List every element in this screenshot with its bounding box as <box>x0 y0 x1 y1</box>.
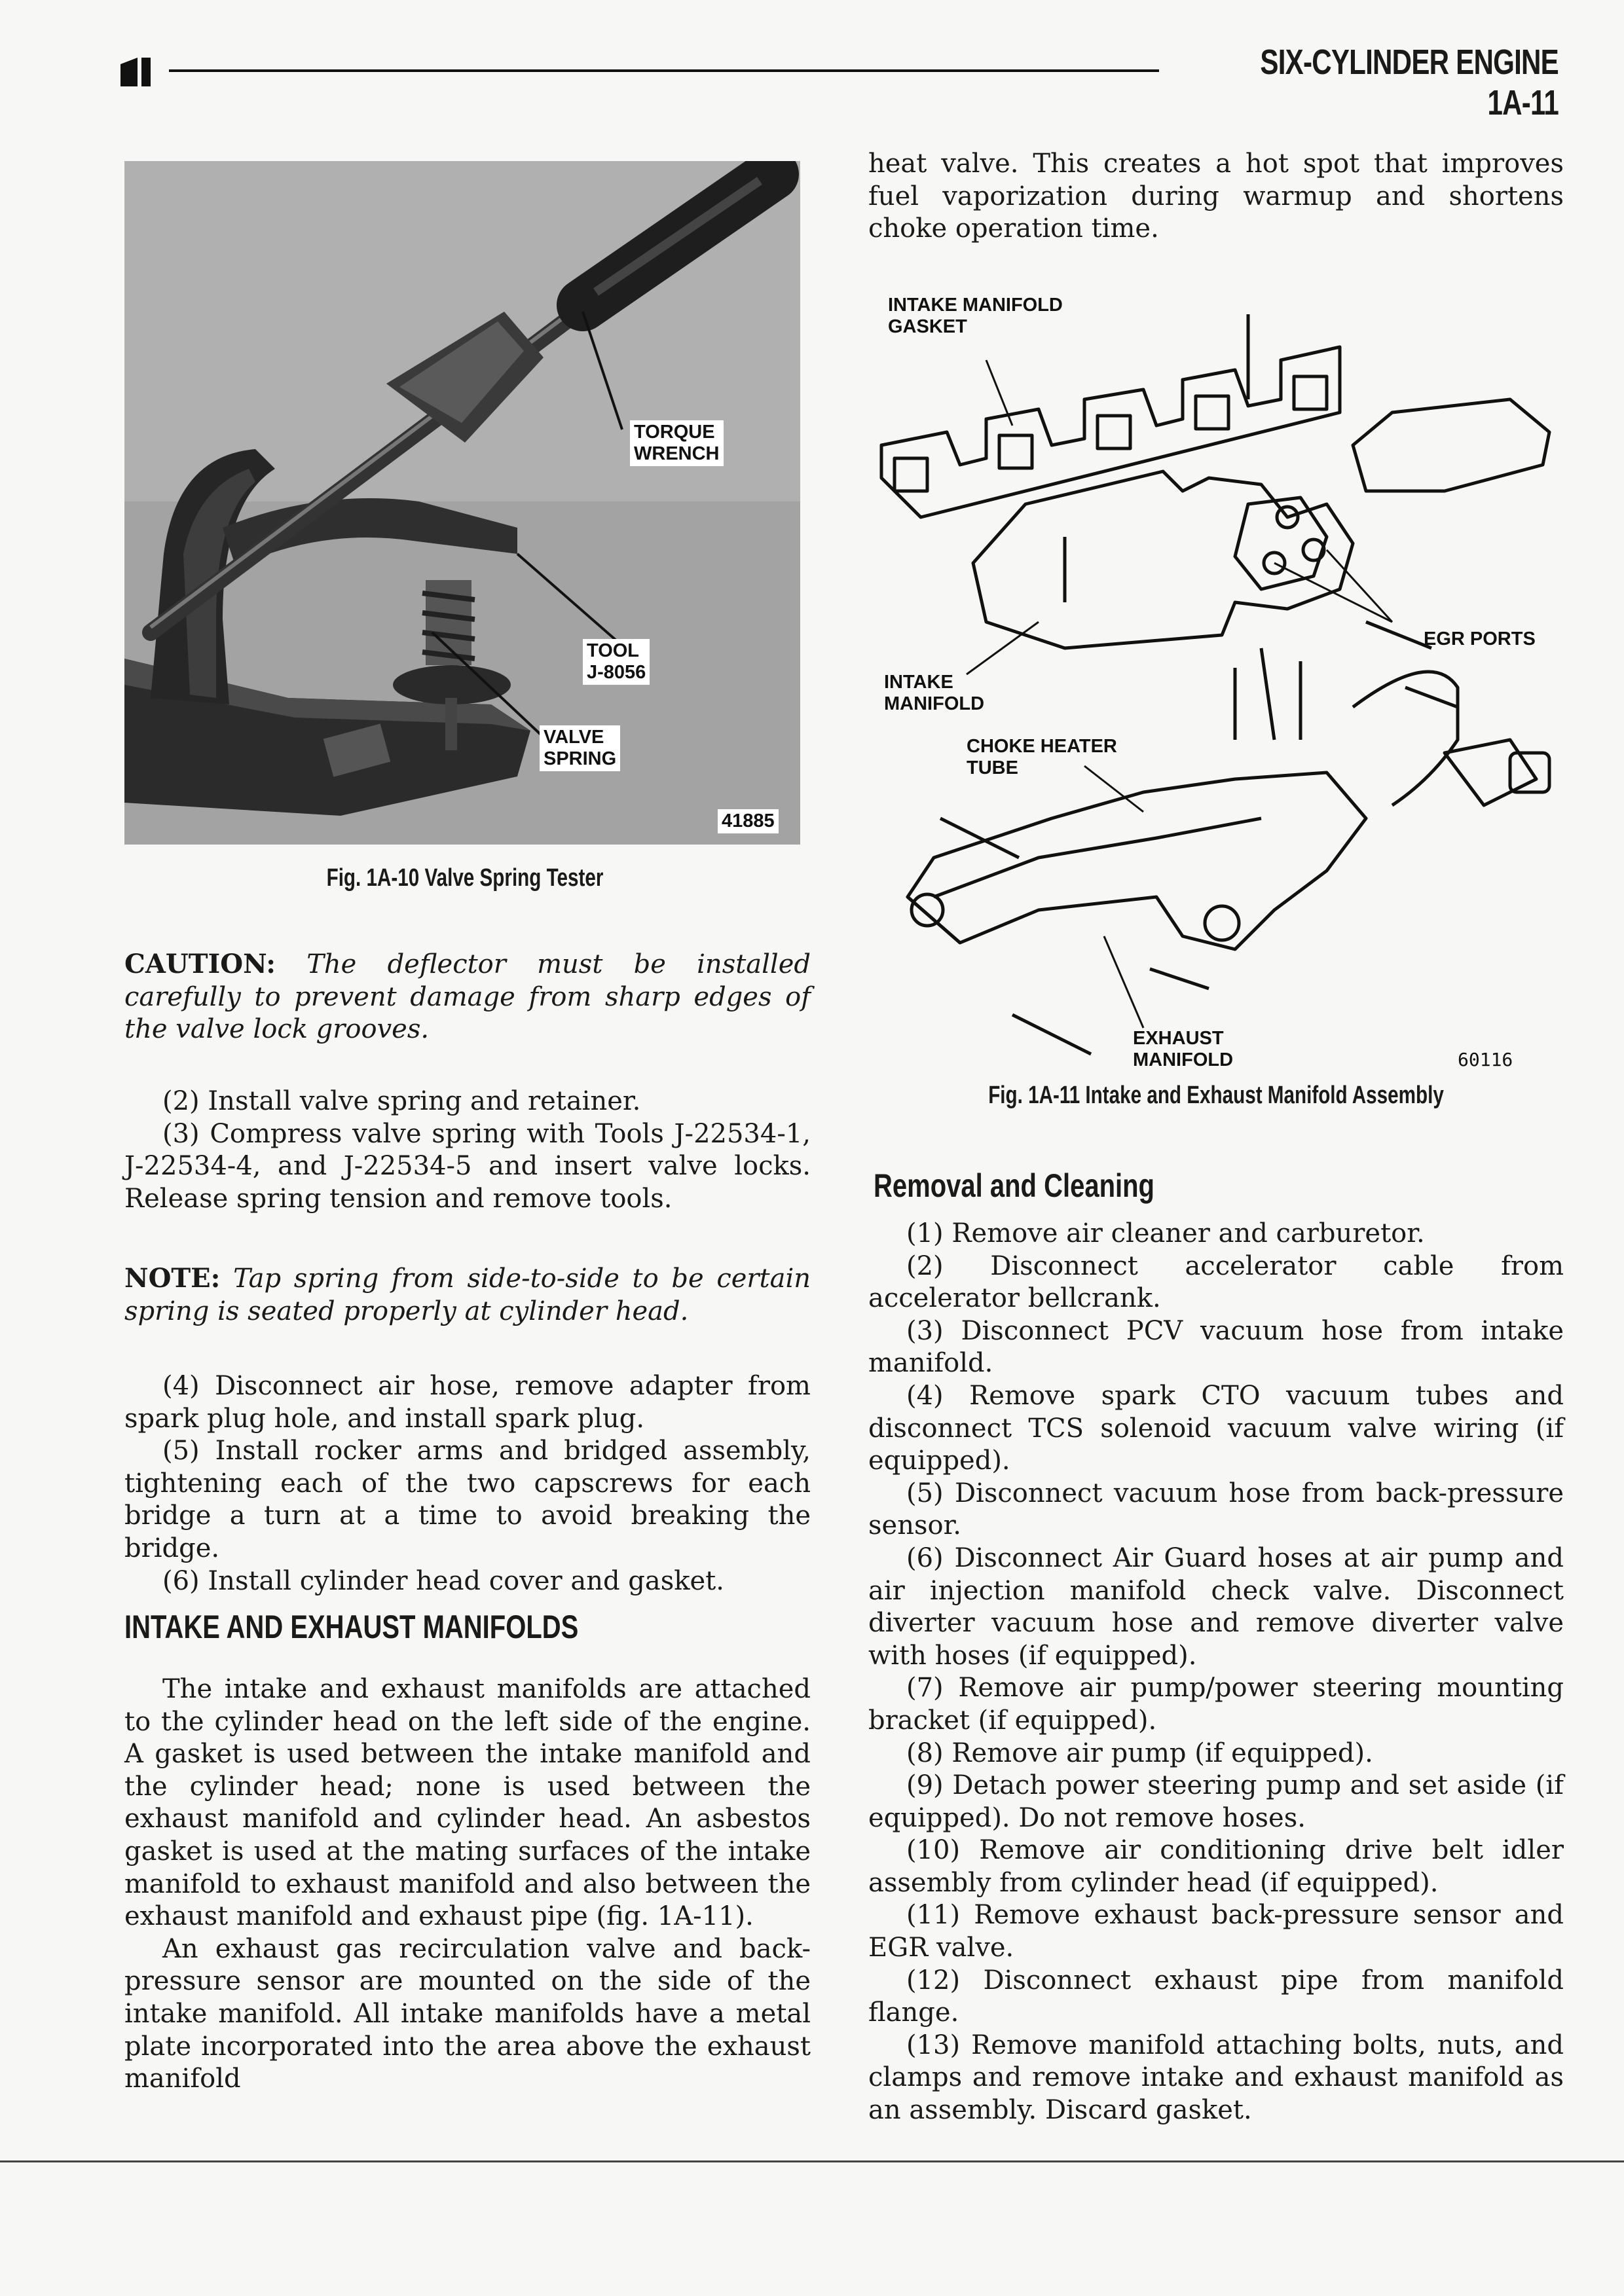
caution-text: The deflector must be installed carefully to prevent damage from sharp edges of the valve lock grooves. <box>124 949 811 1045</box>
label-line: TUBE <box>967 757 1018 778</box>
valve-spring-tester-illustration <box>124 161 800 845</box>
removal-step: (4) Remove spark CTO vacuum tubes and disconnect TCS solenoid vacuum valve wiring (if equipped). <box>868 1380 1564 1476</box>
section-body <box>124 1673 811 2096</box>
section-heading: INTAKE AND EXHAUST MANIFOLDS <box>124 1609 579 1645</box>
note-paragraph <box>124 1262 811 1328</box>
torque-wrench-label <box>630 420 724 466</box>
removal-step: (3) Disconnect PCV vacuum hose from intake manifold. <box>868 1315 1564 1379</box>
intro-paragraph: heat valve. This creates a hot spot that improves fuel vaporization during warmup and shortens choke operation time. <box>868 149 1564 244</box>
removal-step: (7) Remove air pump/power steering mounting bracket (if equipped). <box>868 1673 1564 1736</box>
section-paragraph: An exhaust gas recirculation valve and back-pressure sensor are mounted on the side of the intake manifold. All intake manifolds have a metal plate incorporated into the area above the exhaust manifold <box>124 1933 811 2094</box>
caution-paragraph <box>124 948 811 1046</box>
note-text: Tap spring from side-to-side to be certain spring is seated properly at cylinder head. <box>124 1264 811 1326</box>
label-line: TOOL <box>587 640 640 661</box>
removal-step: (10) Remove air conditioning drive belt idler assembly from cylinder head (if equipped). <box>868 1835 1564 1898</box>
tool-label <box>583 639 650 685</box>
removal-step: (6) Disconnect Air Guard hoses at air pump and air injection manifold check valve. Disconnect diverter vacuum hose and remove diverter valve with hoses (if equipped). <box>868 1542 1564 1671</box>
label-line: MANIFOLD <box>1133 1049 1234 1070</box>
label-line: VALVE <box>544 727 604 748</box>
step-item: (4) Disconnect air hose, remove adapter from spark plug hole, and install spark plug. <box>124 1371 811 1434</box>
note-label: NOTE: <box>124 1263 221 1294</box>
valve-spring-label <box>540 725 620 771</box>
removal-heading: Removal and Cleaning <box>874 1167 1154 1204</box>
label-line: SPRING <box>544 748 617 769</box>
steps-group-b <box>124 1370 811 1597</box>
exhaust-manifold-label <box>1133 1028 1233 1071</box>
label-line: INTAKE <box>884 672 953 693</box>
label-line: TORQUE <box>634 422 715 443</box>
figure-10-caption: Fig. 1A-10 Valve Spring Tester <box>326 864 604 892</box>
step-item: (3) Compress valve spring with Tools J-22534-1, J-22534-4, and J-22534-5 and insert valve locks. Release spring tension and remove tools. <box>124 1118 811 1214</box>
label-line: INTAKE MANIFOLD <box>888 295 1063 316</box>
label-line: GASKET <box>888 316 967 337</box>
removal-step: (11) Remove exhaust back-pressure sensor and EGR valve. <box>868 1900 1564 1963</box>
label-line: WRENCH <box>634 443 720 464</box>
section-paragraph: The intake and exhaust manifolds are attached to the cylinder head on the left side of the engine. A gasket is used between the intake manifold and the cylinder head; none is used between the exhaust manifold and cylinder head. An asbestos gasket is used at the mating surfaces of the intake manifold to exhaust manifold and also between the exhaust manifold and exhaust pipe (fig. 1A-11). <box>124 1674 811 1932</box>
header-rule <box>169 69 1159 72</box>
intake-manifold-gasket-label <box>888 295 1063 338</box>
choke-heater-tube-label <box>967 736 1117 779</box>
step-item: (5) Install rocker arms and bridged assembly, tightening each of the two capscrews for each bridge a turn at a time to avoid breaking the bridge. <box>124 1436 811 1563</box>
removal-step: (9) Detach power steering pump and set aside (if equipped). Do not remove hoses. <box>868 1770 1564 1833</box>
manifold-assembly-diagram <box>868 282 1564 1087</box>
removal-step: (12) Disconnect exhaust pipe from manifold flange. <box>868 1965 1564 2028</box>
removal-steps <box>868 1218 1564 2127</box>
drawing-number: 60116 <box>1458 1049 1513 1070</box>
egr-ports-label: EGR PORTS <box>1424 629 1536 649</box>
section-marker-icon <box>120 58 160 86</box>
label-line: EXHAUST <box>1133 1028 1224 1049</box>
steps-group-a <box>124 1085 811 1215</box>
intake-manifold-label <box>884 672 984 715</box>
label-line: MANIFOLD <box>884 693 985 714</box>
removal-step: (5) Disconnect vacuum hose from back-pressure sensor. <box>868 1478 1564 1541</box>
removal-step: (2) Disconnect accelerator cable from accelerator bellcrank. <box>868 1250 1564 1314</box>
footer-rule <box>0 2160 1624 2162</box>
valve-spring-tester-photo <box>124 161 800 845</box>
removal-step: (13) Remove manifold attaching bolts, nuts, and clamps and remove intake and exhaust manifold as an assembly. Discard gasket. <box>868 2030 1564 2126</box>
photo-number: 41885 <box>718 809 779 833</box>
page-title: SIX-CYLINDER ENGINE 1A-11 <box>1260 43 1559 122</box>
step-item: (6) Install cylinder head cover and gasket. <box>162 1565 724 1596</box>
caution-label: CAUTION: <box>124 949 276 979</box>
figure-11-caption: Fig. 1A-11 Intake and Exhaust Manifold Assembly <box>988 1082 1444 1109</box>
removal-step: (8) Remove air pump (if equipped). <box>906 1738 1373 1768</box>
label-line: CHOKE HEATER <box>967 736 1117 757</box>
label-line: J-8056 <box>587 662 646 683</box>
step-item: (2) Install valve spring and retainer. <box>162 1086 641 1116</box>
removal-step: (1) Remove air cleaner and carburetor. <box>906 1218 1425 1248</box>
